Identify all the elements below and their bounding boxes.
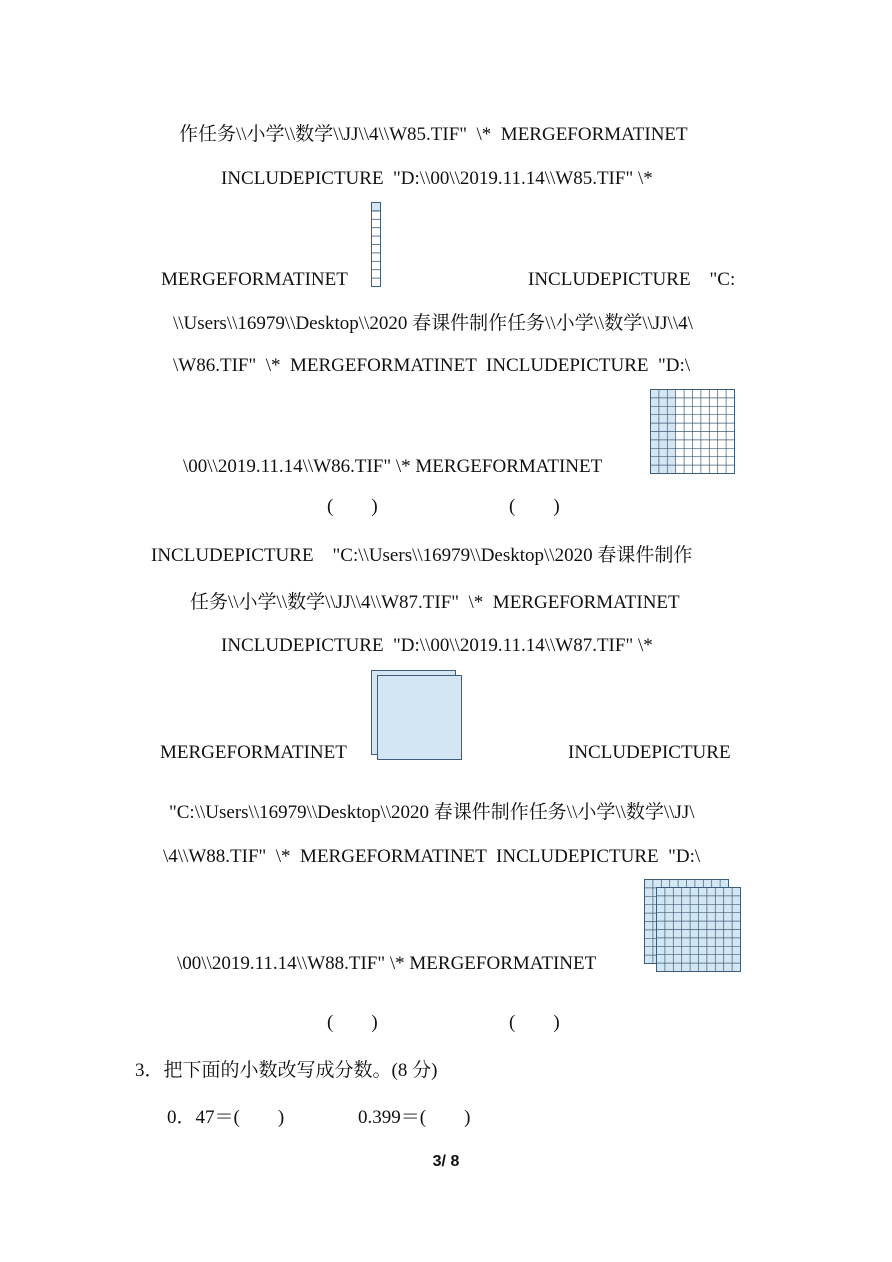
answer-blank[interactable]: ( ) [327,496,378,517]
answer-blank[interactable]: ( ) [509,496,560,517]
text-line: INCLUDEPICTURE "C: [528,269,736,290]
tenths-strip-picture [371,202,382,288]
text-line: MERGEFORMATINET [160,742,347,763]
question-3-item[interactable]: 0．47＝( ) [167,1107,285,1128]
text-line: 作任务\\小学\\数学\\JJ\\4\\W85.TIF" \* MERGEFORMATINET [179,124,688,145]
hundred-grid-picture [650,389,736,475]
text-line: \00\\2019.11.14\\W88.TIF" \* MERGEFORMATINET [177,953,597,974]
page-number: 3/ 8 [432,1153,460,1170]
answer-blank[interactable]: ( ) [509,1012,560,1033]
two-squares-picture [369,668,465,760]
question-3-title: 3．把下面的小数改写成分数。(8 分) [135,1060,438,1081]
text-line: \W86.TIF" \* MERGEFORMATINET INCLUDEPICTURE "D:\ [173,355,691,376]
text-line: INCLUDEPICTURE "D:\\00\\2019.11.14\\W85.TIF" \* [221,168,653,189]
text-line: MERGEFORMATINET [161,269,348,290]
text-line: \4\\W88.TIF" \* MERGEFORMATINET INCLUDEPICTURE "D:\ [163,846,701,867]
text-line: INCLUDEPICTURE [568,742,731,763]
text-line: 任务\\小学\\数学\\JJ\\4\\W87.TIF" \* MERGEFORMATINET [190,592,680,613]
answer-blank[interactable]: ( ) [327,1012,378,1033]
text-line: INCLUDEPICTURE "C:\\Users\\16979\\Desktop\\2020 春课件制作 [151,545,693,566]
two-hundred-grids-picture [642,877,744,973]
text-line: \00\\2019.11.14\\W86.TIF" \* MERGEFORMATINET [183,456,603,477]
text-line: INCLUDEPICTURE "D:\\00\\2019.11.14\\W87.TIF" \* [221,635,653,656]
text-line: "C:\\Users\\16979\\Desktop\\2020 春课件制作任务\\小学\\数学\\JJ\ [169,802,695,823]
question-3-item[interactable]: 0.399＝( ) [358,1107,471,1128]
text-line: \\Users\\16979\\Desktop\\2020 春课件制作任务\\小学\\数学\\JJ\\4\ [173,313,693,334]
